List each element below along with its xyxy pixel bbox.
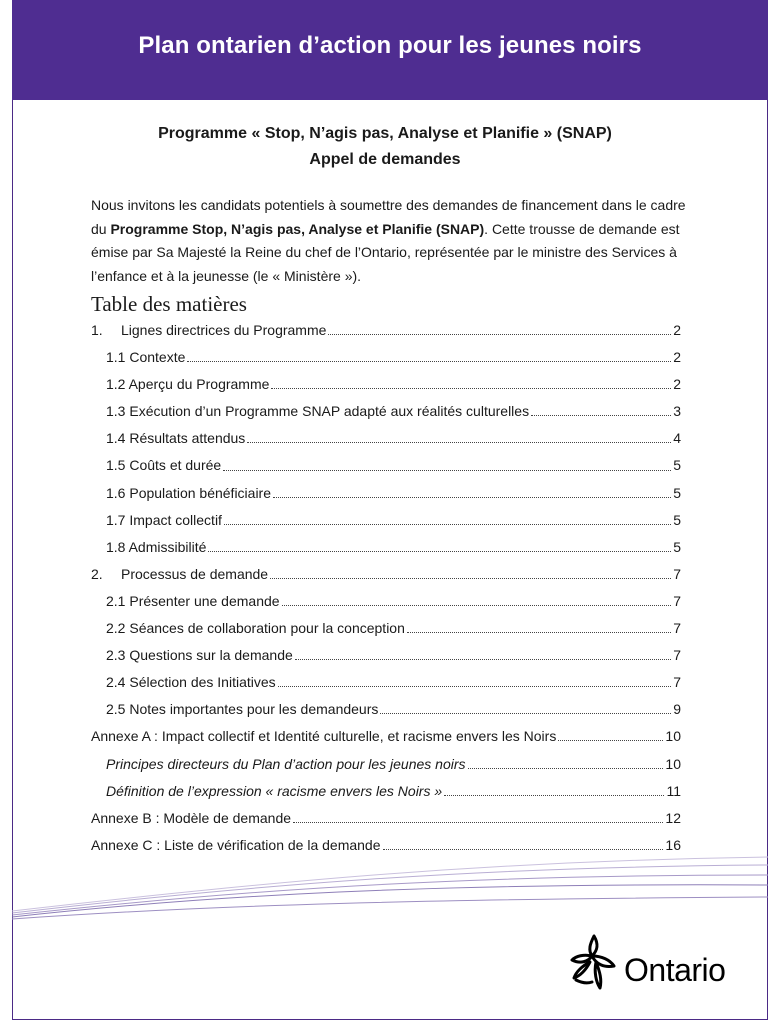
toc-entry-label: Lignes directrices du Programme bbox=[121, 322, 327, 338]
toc-entry-label: 1.5 Coûts et durée bbox=[106, 457, 222, 474]
document-title: Plan ontarien d’action pour les jeunes noirs bbox=[138, 32, 642, 59]
toc-leader-dots bbox=[380, 713, 671, 714]
toc-entry-page: 12 bbox=[665, 809, 681, 826]
toc-entry-label: Principes directeurs du Plan d’action pour les jeunes noirs bbox=[106, 755, 466, 772]
toc-entry[interactable] bbox=[91, 452, 681, 479]
toc-entry-label: 2.5 Notes importantes pour les demandeurs bbox=[106, 701, 379, 718]
toc-entry-label: Annexe A : Impact collectif et Identité culturelle, et racisme envers les Noirs bbox=[91, 728, 557, 745]
toc-leader-dots bbox=[295, 659, 671, 660]
toc-entry[interactable] bbox=[91, 642, 681, 669]
toc-leader-dots bbox=[468, 768, 664, 769]
toc-leader-dots bbox=[208, 551, 671, 552]
toc-entry-page: 10 bbox=[665, 728, 681, 745]
header-banner bbox=[12, 0, 768, 100]
toc-entry[interactable] bbox=[91, 615, 681, 642]
ontario-logo bbox=[566, 928, 736, 998]
toc-entry-page: 5 bbox=[673, 457, 681, 474]
toc-entry-page: 11 bbox=[666, 782, 681, 799]
toc-entry-page: 7 bbox=[673, 565, 681, 582]
toc-entry[interactable] bbox=[91, 751, 681, 778]
toc-entry[interactable] bbox=[91, 669, 681, 696]
toc-entry-label: 2.1 Présenter une demande bbox=[106, 592, 280, 609]
toc-heading: Table des matières bbox=[91, 292, 247, 316]
toc-entry-label: 2.3 Questions sur la demande bbox=[106, 647, 293, 664]
intro-text-1: Nous invitons les candidats potentiels à soumettre des demandes de financement dans le cadre du bbox=[91, 197, 686, 237]
toc-entry-label: 1.2 Aperçu du Programme bbox=[106, 376, 270, 393]
toc-entry-label: 1.1 Contexte bbox=[106, 349, 186, 366]
toc-leader-dots bbox=[187, 361, 671, 362]
toc-entry[interactable] bbox=[91, 561, 681, 588]
trillium-icon bbox=[566, 932, 626, 994]
toc-entry[interactable] bbox=[91, 805, 681, 832]
toc-leader-dots bbox=[383, 849, 664, 850]
toc-entry-label: 1.3 Exécution d’un Programme SNAP adapté aux réalités culturelles bbox=[106, 403, 530, 420]
toc-entry[interactable] bbox=[91, 588, 681, 615]
toc-leader-dots bbox=[273, 497, 671, 498]
toc-entry-page: 5 bbox=[673, 538, 681, 555]
toc-entry[interactable] bbox=[91, 480, 681, 507]
toc-entry-page: 2 bbox=[673, 322, 681, 338]
toc-leader-dots bbox=[328, 334, 671, 335]
toc-entry[interactable] bbox=[91, 344, 681, 371]
toc-entry-page: 16 bbox=[665, 836, 681, 853]
toc-entry-page: 7 bbox=[673, 674, 681, 691]
toc-entry-label: Définition de l’expression « racisme envers les Noirs » bbox=[106, 782, 443, 799]
toc-entry-page: 4 bbox=[673, 430, 681, 447]
ontario-wordmark: Ontario bbox=[624, 952, 726, 988]
intro-program-name: Programme Stop, N’agis pas, Analyse et Planifie (SNAP) bbox=[110, 220, 485, 237]
toc-entry[interactable] bbox=[91, 723, 681, 750]
toc-leader-dots bbox=[444, 795, 664, 796]
toc-entry-page: 3 bbox=[673, 403, 681, 420]
toc-leader-dots bbox=[282, 605, 672, 606]
call-title: Appel de demandes bbox=[309, 151, 461, 168]
toc-entry[interactable] bbox=[91, 425, 681, 452]
toc-entry-page: 9 bbox=[673, 701, 681, 718]
toc-entry-page: 5 bbox=[673, 511, 681, 528]
toc-entry-label: 1.8 Admissibilité bbox=[106, 538, 207, 555]
toc-entry-number: 2. bbox=[91, 565, 103, 582]
program-title: Programme « Stop, N’agis pas, Analyse et Planifie » (SNAP) bbox=[158, 125, 612, 142]
toc-leader-dots bbox=[224, 524, 671, 525]
intro-text-2: . Cette trousse de demande est émise par Sa Majesté la Reine du chef de l’Ontario, représentée par le ministre des Services à l’enfance et à la jeunesse (le « Ministère »). bbox=[91, 220, 680, 284]
toc-entry-page: 7 bbox=[673, 620, 681, 637]
toc-leader-dots bbox=[270, 578, 671, 579]
toc-leader-dots bbox=[247, 442, 671, 443]
toc-leader-dots bbox=[278, 686, 672, 687]
toc-entry-label: 1.4 Résultats attendus bbox=[106, 430, 246, 447]
toc-entry-page: 5 bbox=[673, 484, 681, 501]
toc-entry-label: 1.7 Impact collectif bbox=[106, 511, 222, 528]
toc-leader-dots bbox=[558, 740, 663, 741]
table-of-contents bbox=[91, 317, 681, 859]
toc-entry[interactable] bbox=[91, 371, 681, 398]
toc-entry-label: 2.4 Sélection des Initiatives bbox=[106, 674, 276, 691]
toc-entry[interactable] bbox=[91, 534, 681, 561]
toc-entry-label: Annexe B : Modèle de demande bbox=[91, 809, 292, 826]
intro-paragraph bbox=[91, 194, 686, 288]
toc-entry-label: 2.2 Séances de collaboration pour la conception bbox=[106, 620, 405, 637]
toc-entry-page: 7 bbox=[673, 647, 681, 664]
toc-leader-dots bbox=[531, 415, 671, 416]
toc-entry[interactable] bbox=[91, 507, 681, 534]
toc-entry-page: 7 bbox=[673, 592, 681, 609]
toc-entry[interactable] bbox=[91, 778, 681, 805]
toc-leader-dots bbox=[271, 388, 671, 389]
decorative-wave-lines bbox=[12, 855, 768, 925]
toc-entry-page: 2 bbox=[673, 349, 681, 366]
toc-entry-page: 10 bbox=[665, 755, 681, 772]
toc-entry[interactable] bbox=[91, 317, 681, 344]
toc-leader-dots bbox=[223, 470, 671, 471]
toc-entry-label: 1.6 Population bénéficiaire bbox=[106, 484, 272, 501]
toc-entry[interactable] bbox=[91, 696, 681, 723]
toc-entry-label: Annexe C : Liste de vérification de la demande bbox=[91, 836, 381, 853]
toc-entry-number: 1. bbox=[91, 322, 103, 338]
toc-entry-label: Processus de demande bbox=[121, 565, 269, 582]
toc-entry-page: 2 bbox=[673, 376, 681, 393]
toc-leader-dots bbox=[407, 632, 671, 633]
toc-entry[interactable] bbox=[91, 398, 681, 425]
toc-leader-dots bbox=[293, 822, 663, 823]
